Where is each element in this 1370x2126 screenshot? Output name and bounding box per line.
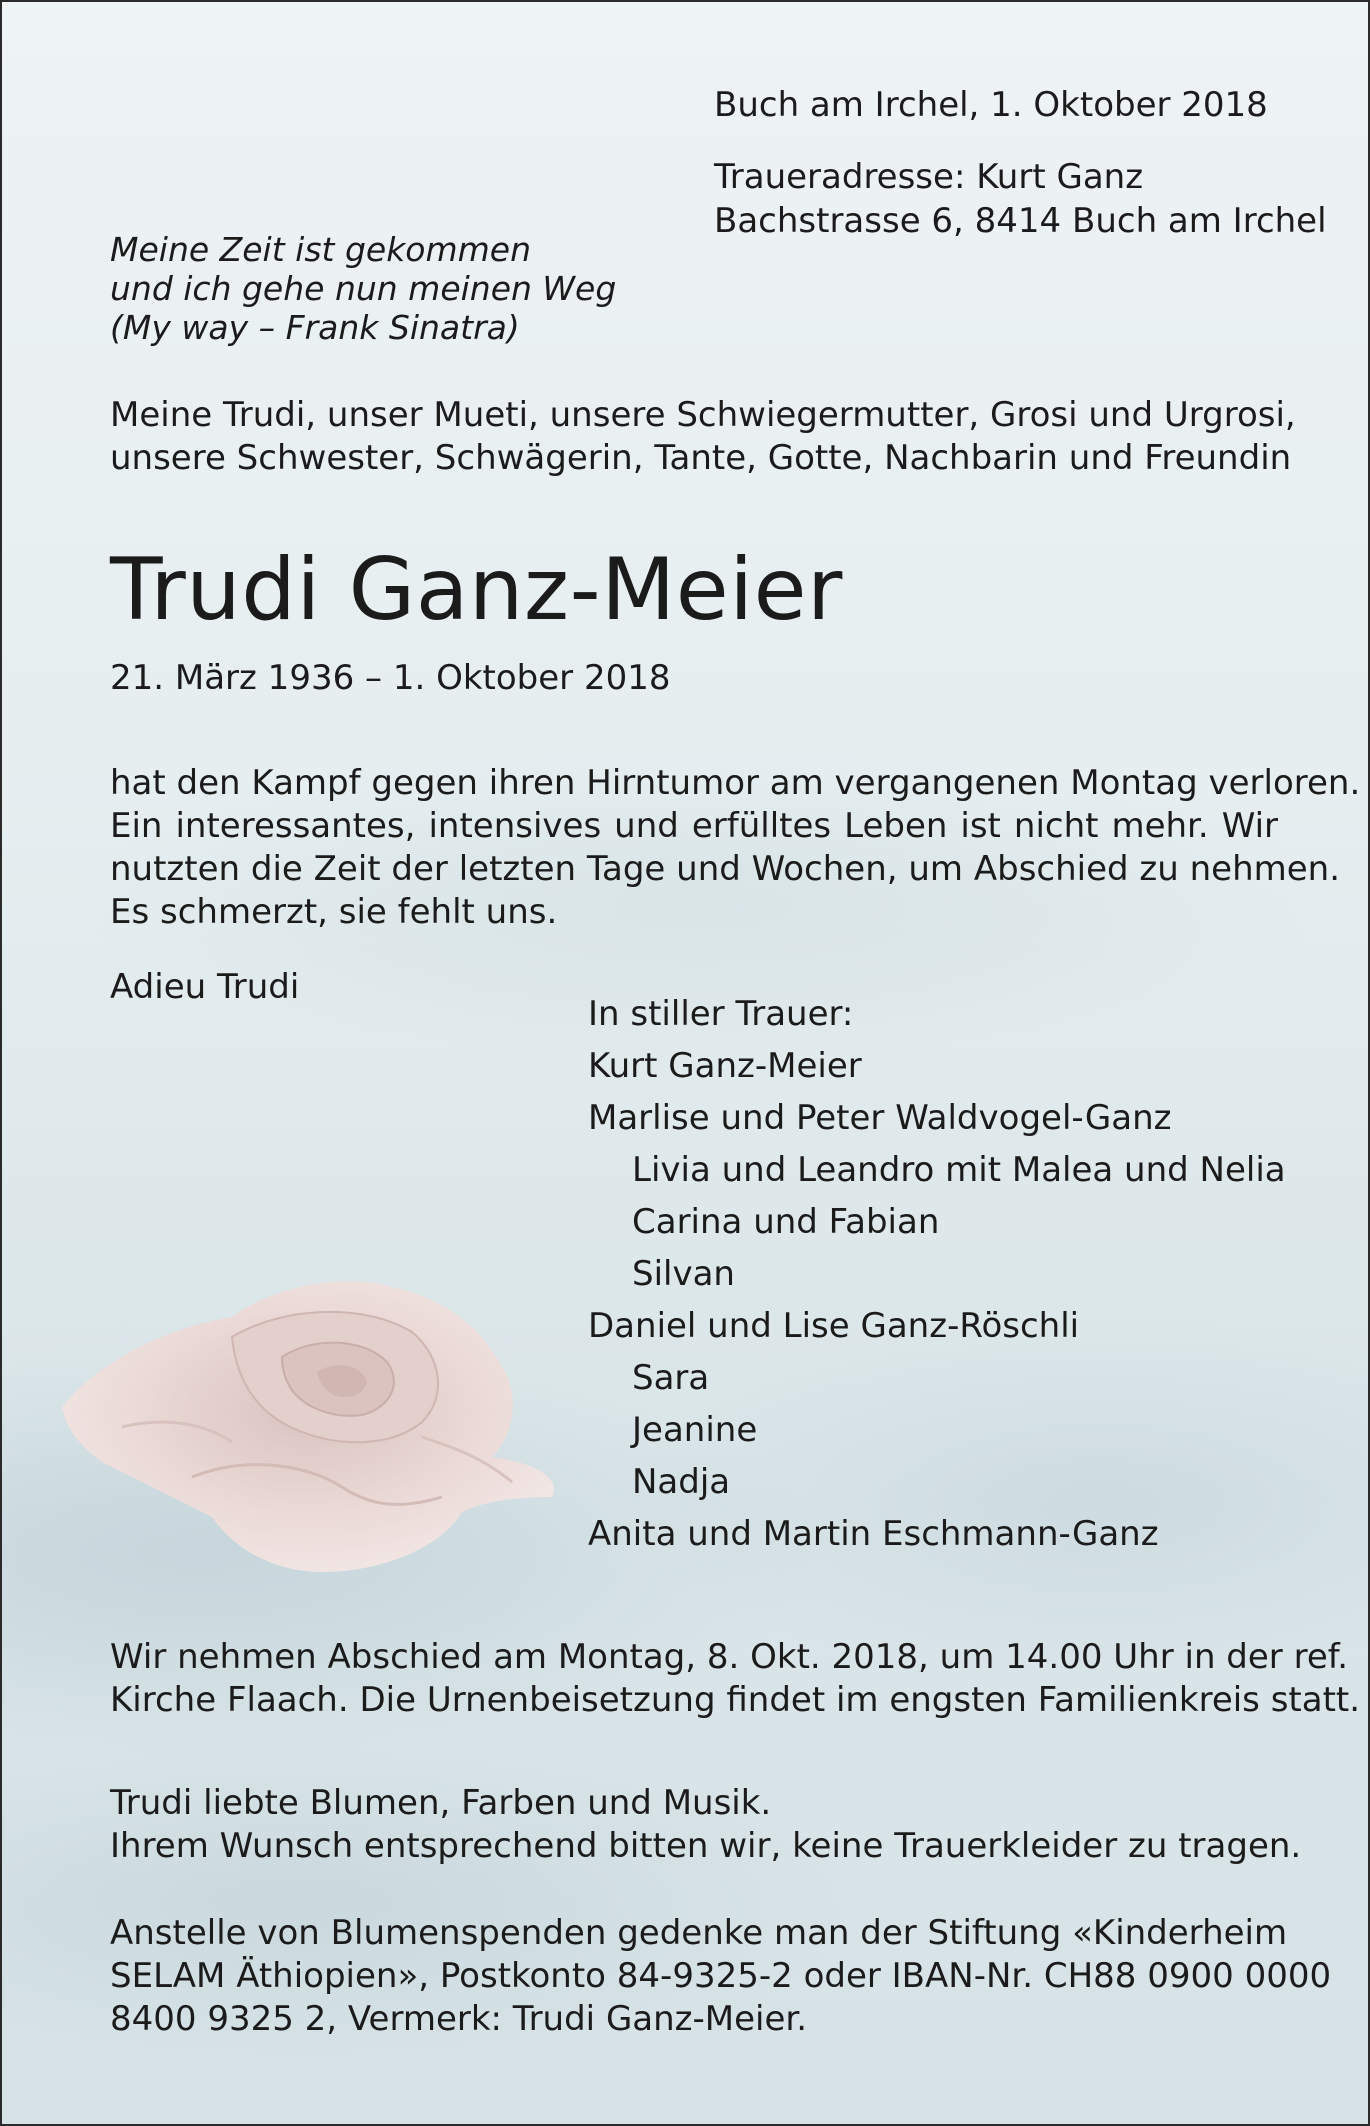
quote	[110, 230, 616, 347]
donation-paragraph	[110, 1912, 1332, 2041]
service-line: Wir nehmen Abschied am Montag, 8. Okt. 2018, um 14.00 Uhr in der ref.	[110, 1637, 1349, 1677]
wish-line: Ihrem Wunsch entsprechend bitten wir, keine Trauerkleider zu tragen.	[110, 1826, 1302, 1866]
quote-line: (My way – Frank Sinatra)	[110, 308, 520, 347]
mourner: Jeanine	[632, 1410, 758, 1450]
donation-line: Anstelle von Blumenspenden gedenke man der Stiftung «Kinderheim	[110, 1913, 1288, 1953]
intro-line: unsere Schwester, Schwägerin, Tante, Gotte, Nachbarin und Freundin	[110, 438, 1292, 478]
wish-line: Trudi liebte Blumen, Farben und Musik.	[110, 1783, 772, 1823]
mourner: Daniel und Lise Ganz-Röschli	[588, 1306, 1080, 1346]
donation-line: SELAM Äthiopien», Postkonto 84-9325-2 oder IBAN-Nr. CH88 0900 0000	[110, 1956, 1332, 1996]
quote-line: und ich gehe nun meinen Weg	[110, 269, 617, 308]
life-dates: 21. März 1936 – 1. Oktober 2018	[110, 658, 671, 698]
message-line: hat den Kampf gegen ihren Hirntumor am vergangenen Montag verloren.	[110, 763, 1361, 803]
mourning-address-line1: Traueradresse: Kurt Ganz	[714, 157, 1144, 197]
service-line: Kirche Flaach. Die Urnenbeisetzung findet im engsten Familienkreis statt.	[110, 1680, 1361, 1720]
mourners-list	[588, 988, 1286, 1560]
service-paragraph	[110, 1636, 1361, 1722]
mourner: Kurt Ganz-Meier	[588, 1046, 862, 1086]
intro-line: Meine Trudi, unser Mueti, unsere Schwiegermutter, Grosi und Urgrosi,	[110, 395, 1296, 435]
quote-line: Meine Zeit ist gekommen	[110, 230, 532, 269]
mourner: Carina und Fabian	[632, 1202, 940, 1242]
wish-paragraph	[110, 1782, 1302, 1868]
rose-image	[42, 1247, 582, 1577]
intro-paragraph	[110, 394, 1296, 480]
mourner: Nadja	[632, 1462, 731, 1502]
farewell: Adieu Trudi	[110, 967, 300, 1007]
deceased-name: Trudi Ganz-Meier	[110, 540, 843, 640]
donation-line: 8400 9325 2, Vermerk: Trudi Ganz-Meier.	[110, 1999, 808, 2039]
message-line: Ein interessantes, intensives und erfülltes Leben ist nicht mehr. Wir	[110, 806, 1278, 846]
mourner: Marlise und Peter Waldvogel-Ganz	[588, 1098, 1172, 1138]
mourning-address-line2: Bachstrasse 6, 8414 Buch am Irchel	[714, 201, 1327, 241]
mourner: Silvan	[632, 1254, 735, 1294]
place-date: Buch am Irchel, 1. Oktober 2018	[714, 85, 1268, 125]
mourner: Livia und Leandro mit Malea und Nelia	[632, 1150, 1286, 1190]
mourner: Anita und Martin Eschmann-Ganz	[588, 1514, 1159, 1554]
mourner: Sara	[632, 1358, 710, 1398]
message-line: nutzten die Zeit der letzten Tage und Wochen, um Abschied zu nehmen.	[110, 849, 1341, 889]
message-line: Es schmerzt, sie fehlt uns.	[110, 892, 558, 932]
message-paragraph	[110, 762, 1361, 934]
mourners-heading: In stiller Trauer:	[588, 994, 854, 1034]
